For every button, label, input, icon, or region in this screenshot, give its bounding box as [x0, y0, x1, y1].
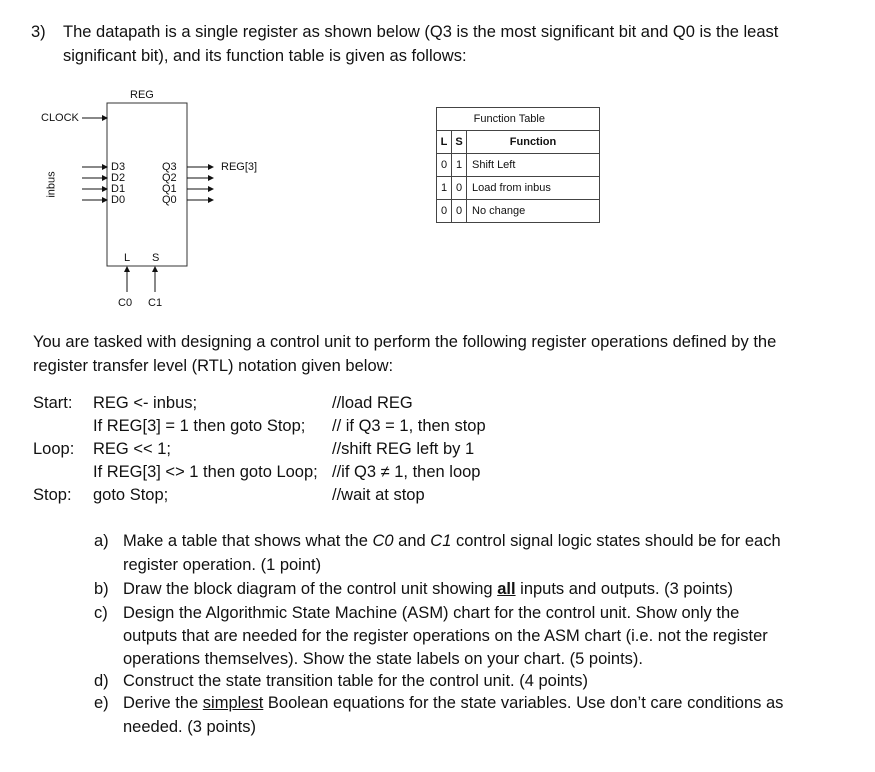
question-number: 3) [31, 23, 46, 41]
rtl-loop-stmt: REG << 1; [93, 440, 171, 458]
row2-function: Load from inbus [467, 177, 600, 200]
intro-line-2: significant bit), and its function table is given as follows: [63, 47, 467, 65]
part-b-line: Draw the block diagram of the control unit showing all inputs and outputs. (3 points) [123, 580, 733, 598]
row2-s: 0 [452, 177, 467, 200]
part-c-letter: c) [94, 604, 108, 622]
part-b-letter: b) [94, 580, 109, 598]
input-d2: D2 [111, 172, 126, 184]
s-pin-label: S [152, 252, 160, 264]
rtl-start-label: Start: [33, 394, 73, 412]
rtl-start-if-comment: // if Q3 = 1, then stop [332, 417, 486, 435]
rtl-loop-label: Loop: [33, 440, 75, 458]
row1-function: Shift Left [467, 154, 600, 177]
header-function: Function [467, 131, 600, 154]
table-row [437, 177, 600, 200]
table-row [437, 200, 600, 223]
part-c-line-3: operations themselves). Show the state labels on your chart. (5 points). [123, 650, 644, 668]
rtl-loop-if: If REG[3] <> 1 then goto Loop; [93, 463, 318, 481]
part-e-line-2: needed. (3 points) [123, 718, 257, 736]
header-s: S [452, 131, 467, 154]
row1-l: 0 [437, 154, 452, 177]
task-line-1: You are tasked with designing a control unit to perform the following register operations defined by the [33, 333, 777, 351]
rtl-start-if: If REG[3] = 1 then goto Stop; [93, 417, 306, 435]
rtl-start-stmt: REG <- inbus; [93, 394, 198, 412]
part-a-line-2: register operation. (1 point) [123, 556, 322, 574]
l-pin-label: L [124, 252, 131, 264]
input-d3: D3 [111, 161, 126, 173]
output-q3: Q3 [162, 161, 177, 173]
part-a-line-1: Make a table that shows what the C0 and C1 control signal logic states should be for each [123, 532, 781, 550]
table-row [437, 154, 600, 177]
function-table-title: Function Table [437, 108, 600, 131]
header-l: L [437, 131, 452, 154]
task-line-2: register transfer level (RTL) notation given below: [33, 357, 394, 375]
rtl-stop-stmt: goto Stop; [93, 486, 169, 504]
c1-label: C1 [148, 297, 163, 309]
output-q0: Q0 [162, 194, 177, 206]
inbus-label: inbus [45, 171, 58, 198]
rtl-stop-label: Stop: [33, 486, 72, 504]
input-d0: D0 [111, 194, 126, 206]
rtl-stop-comment: //wait at stop [332, 486, 425, 504]
c0-label: C0 [118, 297, 133, 309]
reg-label: REG [130, 89, 154, 101]
part-c-line-2: outputs that are needed for the register operations on the ASM chart (i.e. not the register [123, 627, 768, 645]
row3-function: No change [467, 200, 600, 223]
input-d1: D1 [111, 183, 126, 195]
function-table [436, 107, 600, 223]
row2-l: 1 [437, 177, 452, 200]
output-q1: Q1 [162, 183, 177, 195]
part-c-line-1: Design the Algorithmic State Machine (ASM) chart for the control unit. Show only the [123, 604, 740, 622]
rtl-loop-comment: //shift REG left by 1 [332, 440, 475, 458]
rtl-start-comment: //load REG [332, 394, 413, 412]
rtl-loop-if-comment: //if Q3 ≠ 1, then loop [332, 463, 481, 481]
reg3-output-label: REG[3] [221, 161, 258, 173]
part-e-letter: e) [94, 694, 109, 712]
row1-s: 1 [452, 154, 467, 177]
row3-l: 0 [437, 200, 452, 223]
part-a-letter: a) [94, 532, 109, 550]
clock-label: CLOCK [41, 112, 79, 124]
row3-s: 0 [452, 200, 467, 223]
output-q2: Q2 [162, 172, 177, 184]
part-d-line-1: Construct the state transition table for the control unit. (4 points) [123, 672, 588, 690]
part-d-letter: d) [94, 672, 109, 690]
part-e-line-1: Derive the simplest Boolean equations for the state variables. Use don’t care conditions as [123, 694, 784, 712]
intro-line-1: The datapath is a single register as shown below (Q3 is the most significant bit and Q0 is the least [63, 23, 779, 41]
